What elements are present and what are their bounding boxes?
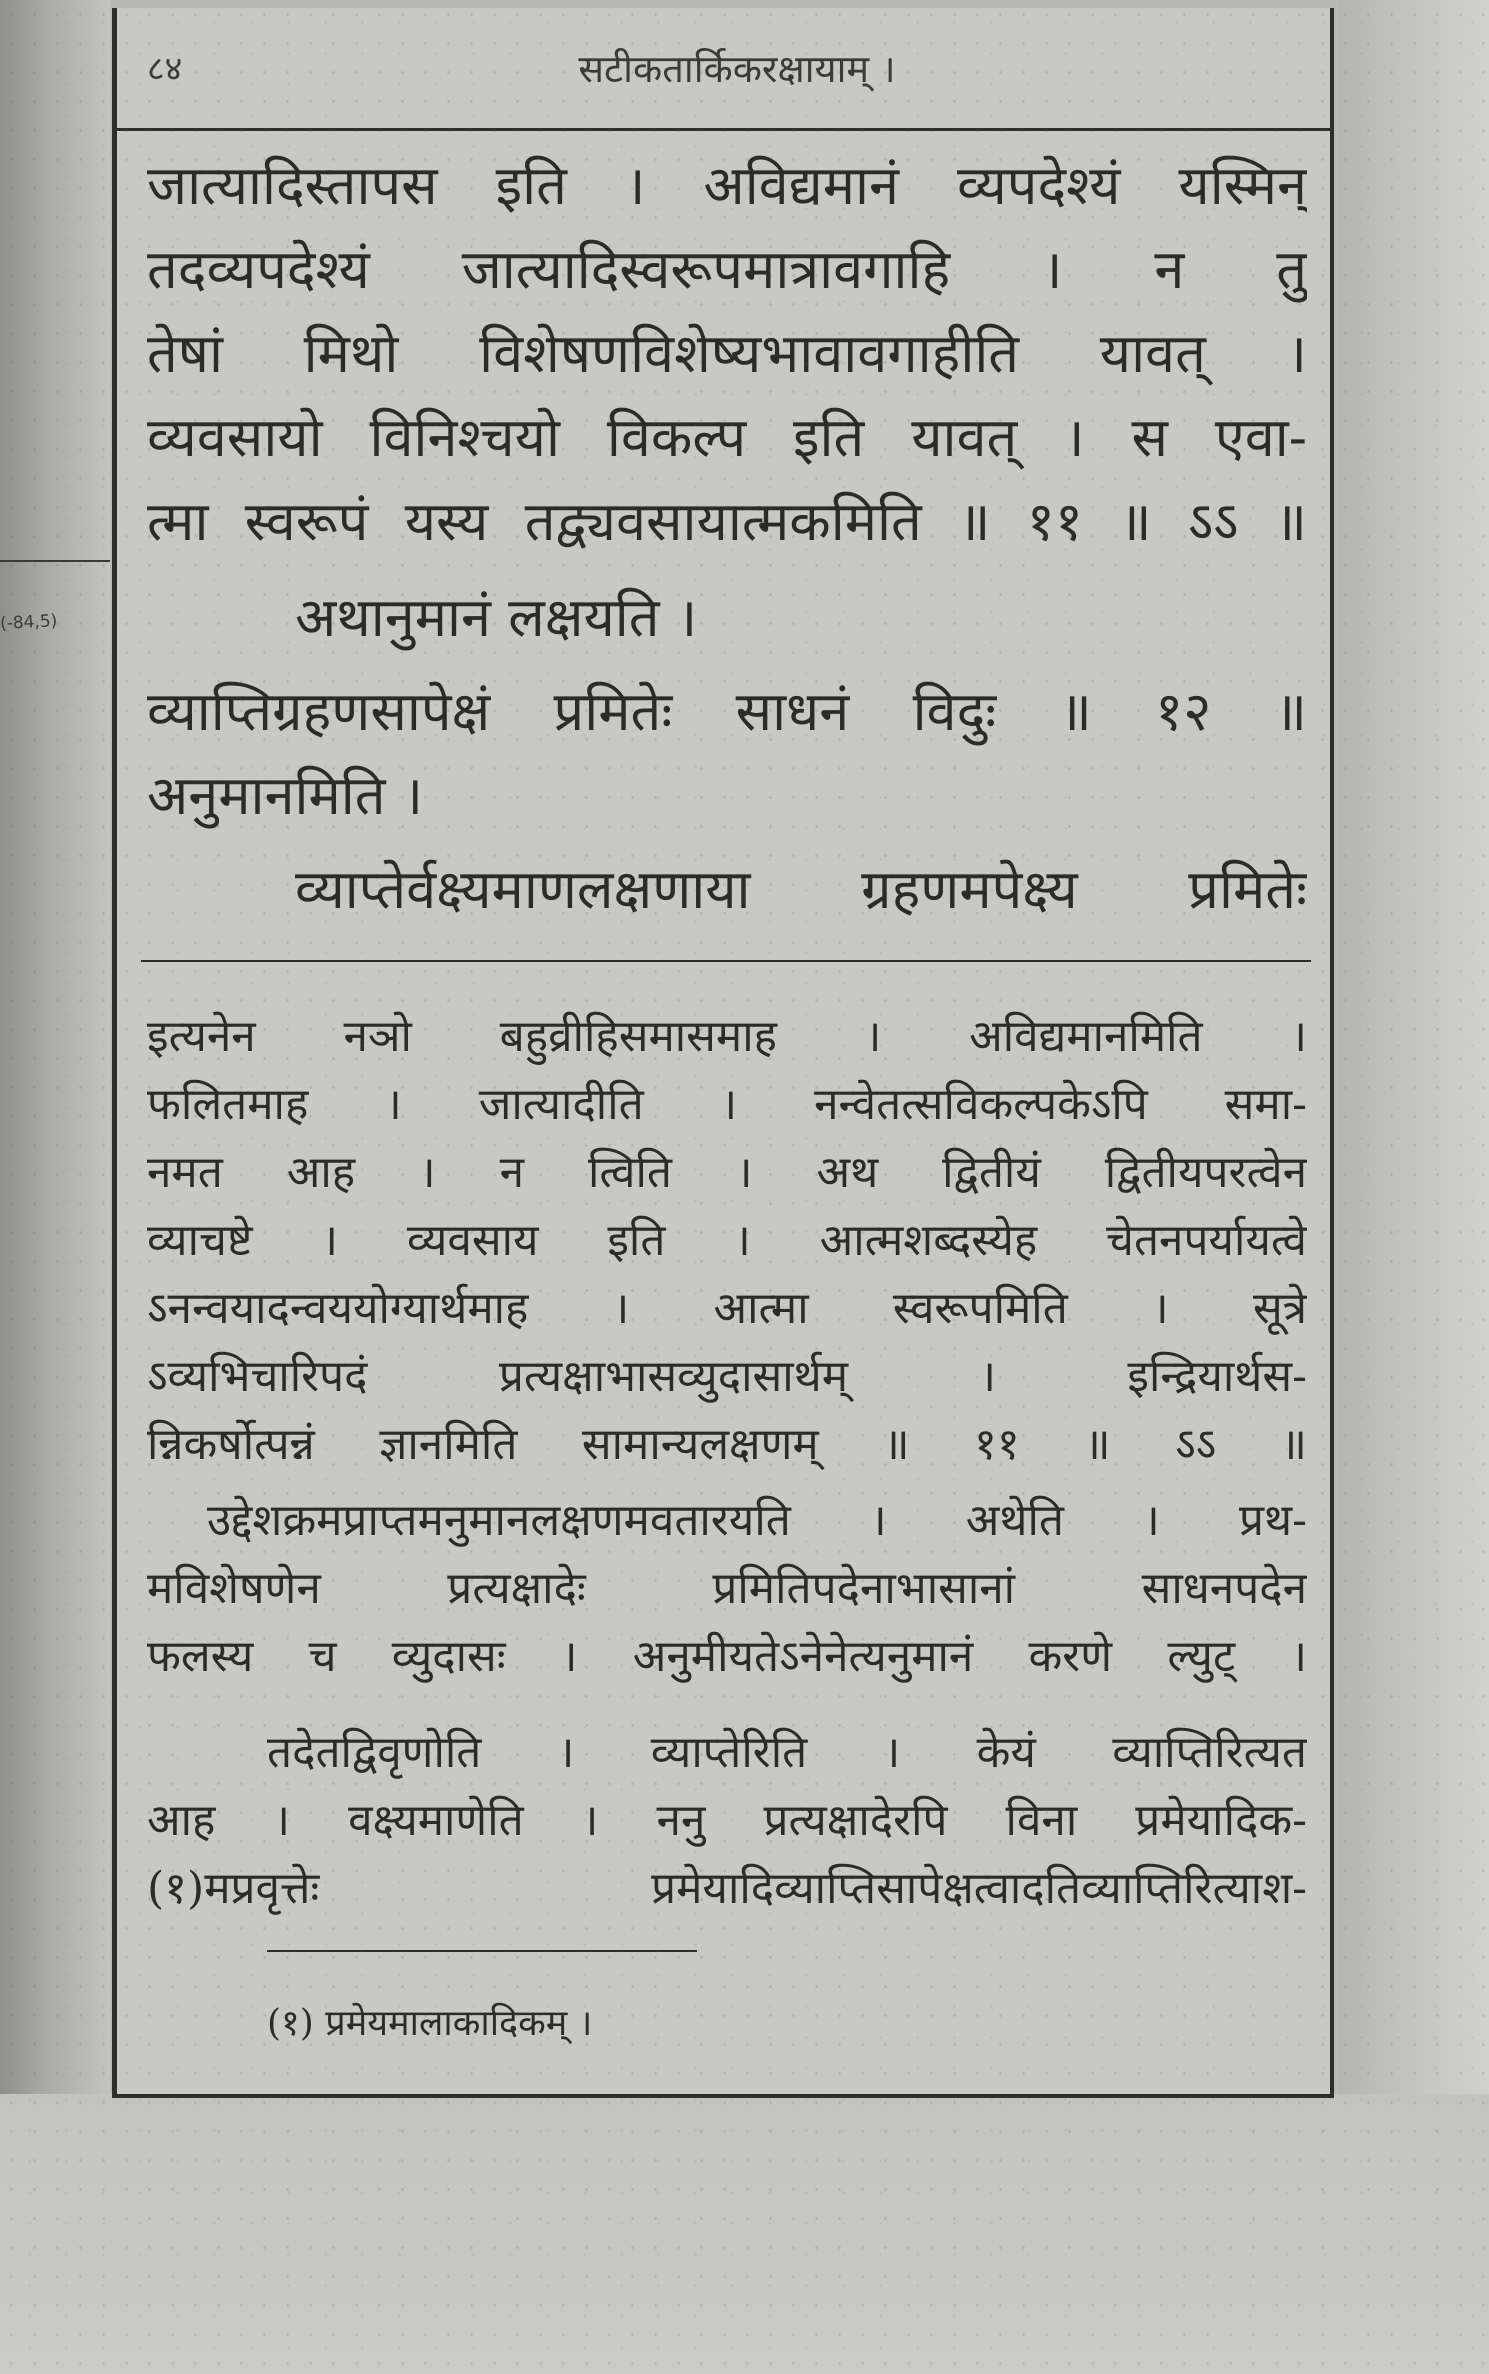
footnote: (१) प्रमेयमालाकादिकम् । xyxy=(267,2003,593,2044)
commentary-line: उद्देशक्रमप्राप्तमनुमानलक्षणमवतारयति । अथेति । प्रथ- xyxy=(207,1495,1307,1546)
running-title: सटीकतार्किकरक्षायाम् । xyxy=(578,47,896,91)
scan-left-margin xyxy=(0,0,110,2374)
section-heading-line: अथानुमानं लक्षयति । xyxy=(295,586,698,649)
footnote-rule xyxy=(267,1950,697,1952)
commentary-line: इत्यनेन नञो बहुव्रीहिसमासमाह । अविद्यमानमिति । xyxy=(147,1011,1307,1062)
commentary-line: फलितमाह । जात्यादीति । नन्वेतत्सविकल्पकेऽपि समा- xyxy=(147,1079,1307,1130)
margin-mark xyxy=(0,560,110,562)
main-text-line: तेषां मिथो विशेषणविशेष्यभावावगाहीति यावत् । xyxy=(147,322,1307,385)
book-page xyxy=(112,8,1334,2098)
commentary-line: व्याचष्टे । व्यवसाय इति । आत्मशब्दस्येह चेतनपर्यायत्वे xyxy=(147,1215,1307,1266)
commentary-line: आह । वक्ष्यमाणेति । ननु प्रत्यक्षादेरपि विना प्रमेयादिक- xyxy=(147,1795,1307,1846)
scan-right-margin xyxy=(1339,0,1489,2374)
text-commentary-divider xyxy=(141,960,1311,962)
commentary-line: (१)मप्रवृत्तेः प्रमेयादिव्याप्तिसापेक्षत्वादतिव्याप्तिरित्याश- xyxy=(147,1863,1307,1914)
commentary-line: फलस्य च व्युदासः । अनुमीयतेऽनेनेत्यनुमानं करणे ल्युट् । xyxy=(147,1631,1307,1682)
commentary-line: ऽनन्वयादन्वययोग्यार्थमाह । आत्मा स्वरूपमिति । सूत्रे xyxy=(147,1283,1307,1334)
margin-note: (-84,5) xyxy=(0,611,58,635)
main-text-line: अनुमानमिति । xyxy=(147,764,424,827)
scan-bottom-margin xyxy=(0,2094,1489,2374)
page-number: ८४ xyxy=(147,49,183,89)
commentary-line: ऽव्यभिचारिपदं प्रत्यक्षाभासव्युदासार्थम् । इन्द्रियार्थस- xyxy=(147,1351,1307,1402)
main-text-line: व्यवसायो विनिश्चयो विकल्प इति यावत् । स एवा- xyxy=(147,406,1307,469)
commentary-line: तदेतद्विवृणोति । व्याप्तेरिति । केयं व्याप्तिरित्यत xyxy=(267,1727,1307,1778)
main-text-line: तदव्यपदेश्यं जात्यादिस्वरूपमात्रावगाहि । न तु xyxy=(147,238,1307,301)
main-text-line: त्मा स्वरूपं यस्य तद्व्यवसायात्मकमिति ॥ ११ ॥ ऽऽ ॥ xyxy=(147,490,1307,553)
commentary-line: नमत आह । न त्विति । अथ द्वितीयं द्वितीयपरत्वेन xyxy=(147,1147,1307,1198)
main-text-line: व्याप्तेर्वक्ष्यमाणलक्षणाया ग्रहणमपेक्ष्य प्रमितेः xyxy=(295,858,1307,921)
commentary-line: मविशेषणेन प्रत्यक्षादेः प्रमितिपदेनाभासानां साधनपदेन xyxy=(147,1563,1307,1614)
sutra-line: व्याप्तिग्रहणसापेक्षं प्रमितेः साधनं विदुः ॥ १२ ॥ xyxy=(147,680,1307,743)
main-text-line: जात्यादिस्तापस इति । अविद्यमानं व्यपदेश्यं यस्मिन् xyxy=(147,154,1307,217)
page-header xyxy=(117,8,1330,131)
commentary-line: न्निकर्षोत्पन्नं ज्ञानमिति सामान्यलक्षणम् ॥ ११ ॥ ऽऽ ॥ xyxy=(147,1419,1307,1470)
